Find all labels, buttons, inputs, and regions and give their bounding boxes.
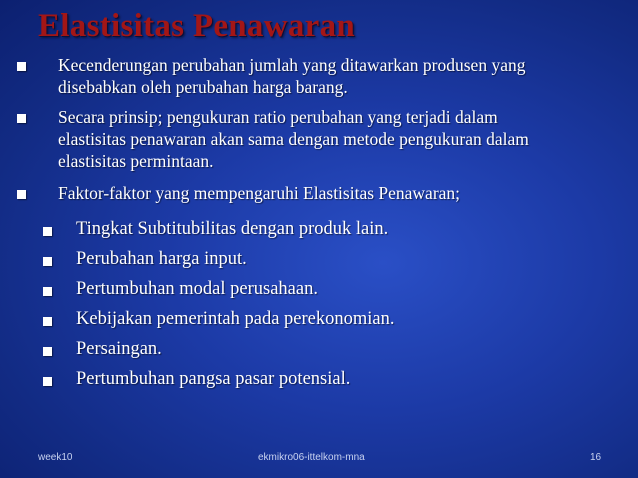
slide-title: Elastisitas Penawaran xyxy=(38,8,356,44)
bullet-item-2-line3: elastisitas permintaan. xyxy=(58,151,214,171)
bullet-item-3 xyxy=(58,182,460,204)
bullet-square-icon xyxy=(17,190,26,199)
subbullet-item-4: Kebijakan pemerintah pada perekonomian. xyxy=(76,309,395,329)
bullet-item-3-line1: Faktor-faktor yang mempengaruhi Elastisitas Penawaran; xyxy=(58,183,461,203)
bullet-item-1 xyxy=(58,54,525,98)
subbullet-square-icon xyxy=(43,317,52,326)
subbullet-item-2: Perubahan harga input. xyxy=(76,249,247,269)
subbullet-square-icon xyxy=(43,347,52,356)
bullet-item-2-line2: elastisitas penawaran akan sama dengan metode pengukuran dalam xyxy=(58,129,529,149)
footer-center: ekmikro06-ittelkom-mna xyxy=(258,452,365,463)
bullet-square-icon xyxy=(17,114,26,123)
subbullet-square-icon xyxy=(43,377,52,386)
footer-left: week10 xyxy=(38,452,73,463)
subbullet-square-icon xyxy=(43,257,52,266)
bullet-square-icon xyxy=(17,62,26,71)
bullet-item-2 xyxy=(58,106,529,172)
subbullet-square-icon xyxy=(43,227,52,236)
subbullet-item-3: Pertumbuhan modal perusahaan. xyxy=(76,279,318,299)
slide-number: 16 xyxy=(590,452,602,463)
bullet-item-2-line1: Secara prinsip; pengukuran ratio perubahan yang terjadi dalam xyxy=(58,107,498,127)
bullet-item-1-line1: Kecenderungan perubahan jumlah yang ditawarkan produsen yang xyxy=(58,55,526,75)
bullet-item-1-line2: disebabkan oleh perubahan harga barang. xyxy=(58,77,348,97)
subbullet-item-1: Tingkat Subtitubilitas dengan produk lain. xyxy=(76,219,389,239)
subbullet-square-icon xyxy=(43,287,52,296)
subbullet-item-6: Pertumbuhan pangsa pasar potensial. xyxy=(76,369,351,389)
subbullet-item-5: Persaingan. xyxy=(76,339,162,359)
